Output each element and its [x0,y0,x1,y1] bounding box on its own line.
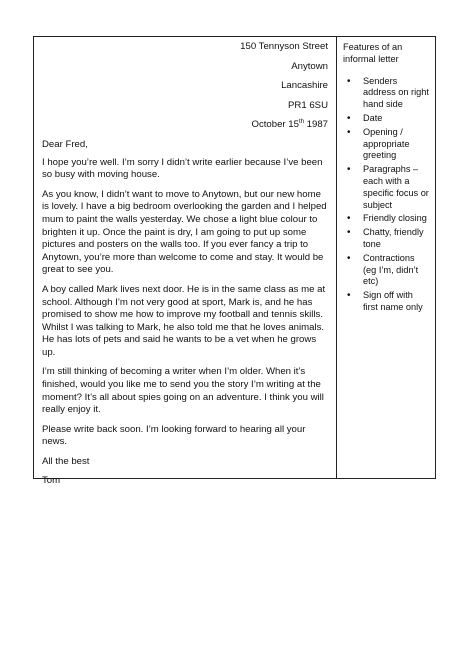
features-column [337,37,435,478]
features-list [343,76,429,314]
feature-item-address: • Senders address on right hand side [343,76,429,111]
date-suffix: th [298,119,304,126]
letter-column [34,37,337,486]
address-line-postcode: PR1 6SU [288,99,328,111]
feature-item-contractions: • Contractions (eg I’m, didn’t etc) [343,253,429,288]
paragraph-1: I hope you’re well. I’m sorry I didn’t write earlier because I’ve been so busy with moving house. [42,156,323,181]
salutation: Dear Fred, [42,138,88,150]
paragraph-3: A boy called Mark lives next door. He is in the same class as me at school. Although I’m not very good at sport, Mark is, and he has promised to show me how to improve my football and tennis skills. Whilst I was talking to Mark, he also told me that he loves animals. He has lots of pets and said he wants to be a vet when he grows up. [42,283,326,358]
date-day: October 15 [251,119,299,131]
feature-item-paragraphs: • Paragraphs – each with a specific focus or subject [343,164,429,211]
signature: Tom [42,474,61,486]
closing: All the best [42,456,90,468]
date-year: 1987 [303,119,328,131]
letter-date [42,119,328,132]
feature-item-sign-off: • Sign off with first name only [343,290,429,314]
feature-item-date: • Date [343,113,429,125]
features-title: Features of an informal letter [343,42,403,64]
document-table [33,36,436,486]
paragraph-2: As you know, I didn’t want to move to Anytown, but our new home is lovely. I have a big bedroom overlooking the garden and I helped mum to paint the walls yesterday. We chose a light blue colour to brighten it up. Once the paint is dry, I am going to put up some pictures and posters on the walls too. If you ever fancy a trip to Anytown, you’re more than welcome to come and stay. It would be great to see you. [42,188,327,276]
paragraph-4: I’m still thinking of becoming a writer when I’m older. When it’s finished, would you like me to send you the story I’m writing at the moment? It’s all about spies going on an adventure. I think you will really enjoy it. [42,366,324,416]
feature-item-greeting: • Opening / appropriate greeting [343,127,429,162]
sender-address [42,41,328,132]
address-line-county: Lancashire [281,80,328,92]
address-line-street: 150 Tennyson Street [240,41,328,52]
feature-item-closing: • Friendly closing [343,213,429,225]
feature-item-tone: • Chatty, friendly tone [343,227,429,251]
address-line-town: Anytown [291,60,328,72]
paragraph-5: Please write back soon. I’m looking forward to hearing all your news. [42,423,306,448]
